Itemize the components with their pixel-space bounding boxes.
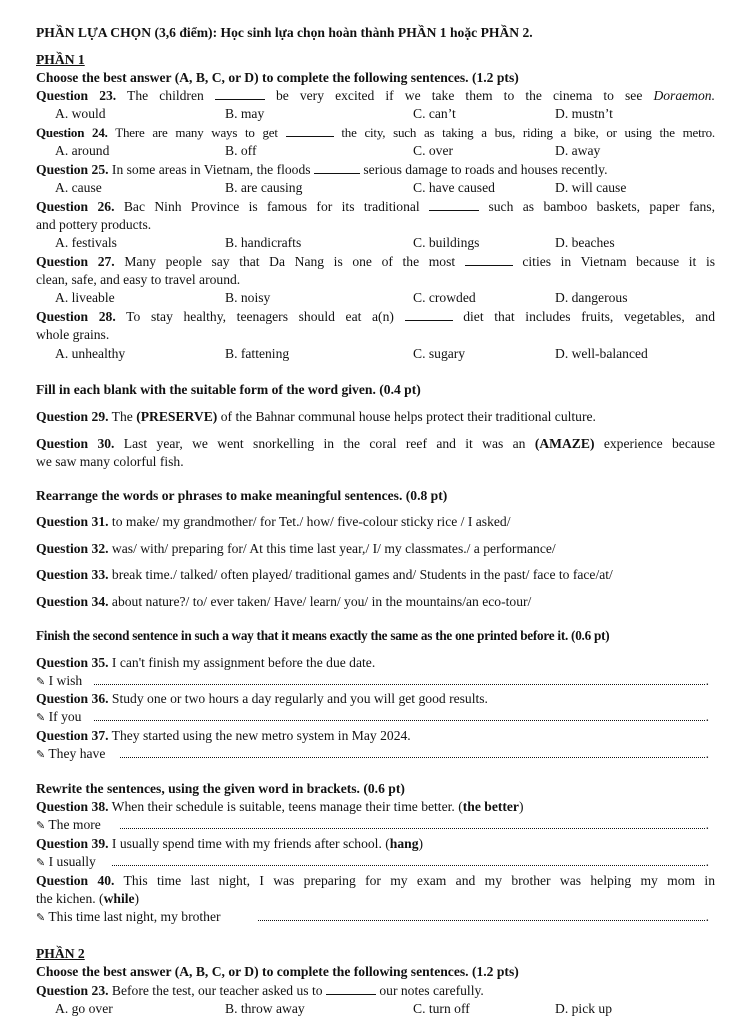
- question-30: Question 30. Last year, we went snorkelling in the coral reef and it was an (AMAZE) experience because: [36, 436, 716, 451]
- option-a: A. cause: [55, 180, 102, 195]
- option-c: C. over: [413, 143, 454, 158]
- option-a: A. festivals: [55, 235, 117, 250]
- option-b: B. throw away: [225, 1001, 305, 1016]
- part1-title: PHẦN 1: [36, 52, 85, 67]
- option-a: A. would: [55, 106, 106, 121]
- option-c: C. have caused: [413, 180, 495, 195]
- answer-line-37[interactable]: ✎ They have .: [36, 746, 709, 761]
- option-d: D. well-balanced: [555, 346, 648, 361]
- question-27-options: [36, 289, 715, 306]
- answer-line-39[interactable]: ✎ I usually .: [36, 854, 709, 869]
- answer-line-36[interactable]: ✎ If you .: [36, 709, 709, 724]
- question-28: Question 28. To stay healthy, teenagers should eat a(n) diet that includes fruits, vegetables, and: [36, 309, 716, 324]
- section-header: PHẦN LỰA CHỌN (3,6 điểm): Học sinh lựa chọn hoàn thành PHẦN 1 hoặc PHẦN 2.: [36, 25, 533, 40]
- rearrange-instruction: Rearrange the words or phrases to make meaningful sentences. (0.8 pt): [36, 488, 448, 503]
- question-25-options: [36, 179, 715, 196]
- option-c: C. buildings: [413, 235, 480, 250]
- answer-line-38[interactable]: ✎ The more .: [36, 817, 709, 832]
- question-33: Question 33. break time./ talked/ often played/ traditional games and/ Students in the past/ face to face/at/: [36, 567, 613, 582]
- finish-sentence-instruction: Finish the second sentence in such a way that it means exactly the same as the one printed before it. (0.6 pt): [36, 628, 610, 643]
- part2-question-23-options: [36, 1000, 715, 1017]
- question-24-options: [36, 142, 715, 159]
- option-d: D. dangerous: [555, 290, 628, 305]
- part1-mc-instruction: Choose the best answer (A, B, C, or D) to complete the following sentences. (1.2 pts): [36, 70, 519, 85]
- question-34: Question 34. about nature?/ to/ ever taken/ Have/ learn/ you/ in the mountains/an eco-tour/: [36, 594, 532, 609]
- option-b: B. are causing: [225, 180, 303, 195]
- question-40: Question 40. This time last night, I was preparing for my exam and my brother was helping my mom in: [36, 873, 715, 888]
- question-31: Question 31. to make/ my grandmother/ for Tet./ how/ five-colour sticky rice / I asked/: [36, 514, 511, 529]
- question-32: Question 32. was/ with/ preparing for/ At this time last year,/ I/ my classmates./ a performance/: [36, 541, 556, 556]
- question-28-options: [36, 345, 715, 362]
- question-38: Question 38. When their schedule is suitable, teens manage their time better. (the better): [36, 799, 524, 814]
- pen-icon: ✎: [36, 749, 46, 761]
- option-d: D. away: [555, 143, 601, 158]
- pen-icon: ✎: [36, 676, 46, 688]
- question-23-options: [36, 105, 715, 122]
- question-26: Question 26. Bac Ninh Province is famous for its traditional such as bamboo baskets, paper fans,: [36, 199, 715, 214]
- option-d: D. mustn’t: [555, 106, 613, 121]
- pen-icon: ✎: [36, 857, 46, 869]
- question-37: Question 37. They started using the new metro system in May 2024.: [36, 728, 411, 743]
- pen-icon: ✎: [36, 912, 46, 924]
- part2-title: PHẦN 2: [36, 946, 85, 961]
- part2-mc-instruction: Choose the best answer (A, B, C, or D) to complete the following sentences. (1.2 pts): [36, 964, 519, 979]
- word-form-instruction: Fill in each blank with the suitable form of the word given. (0.4 pt): [36, 382, 421, 397]
- option-c: C. can’t: [413, 106, 456, 121]
- question-29: Question 29. The (PRESERVE) of the Bahnar communal house helps protect their traditional culture.: [36, 409, 596, 424]
- question-25: Question 25. In some areas in Vietnam, the floods serious damage to roads and houses recently.: [36, 162, 608, 177]
- pen-icon: ✎: [36, 712, 46, 724]
- option-b: B. may: [225, 106, 265, 121]
- question-28-continued: whole grains.: [36, 327, 110, 342]
- option-a: A. unhealthy: [55, 346, 126, 361]
- option-c: C. crowded: [413, 290, 476, 305]
- question-30-continued: we saw many colorful fish.: [36, 454, 184, 469]
- option-b: B. off: [225, 143, 257, 158]
- answer-line-35[interactable]: ✎ I wish .: [36, 673, 709, 688]
- option-c: C. sugary: [413, 346, 466, 361]
- question-40-continued: the kichen. (while): [36, 891, 140, 906]
- question-27-continued: clean, safe, and easy to travel around.: [36, 272, 241, 287]
- option-b: B. noisy: [225, 290, 271, 305]
- option-a: A. liveable: [55, 290, 115, 305]
- option-b: B. handicrafts: [225, 235, 302, 250]
- question-24: Question 24. There are many ways to get the city, such as taking a bus, riding a bike, or using the metro.: [36, 125, 715, 140]
- pen-icon: ✎: [36, 820, 46, 832]
- question-26-options: [36, 234, 715, 251]
- option-a: A. go over: [55, 1001, 113, 1016]
- option-d: D. beaches: [555, 235, 615, 250]
- rewrite-instruction: Rewrite the sentences, using the given word in brackets. (0.6 pt): [36, 781, 405, 796]
- part2-question-23: Question 23. Before the test, our teacher asked us to our notes carefully.: [36, 983, 484, 998]
- question-23: Question 23. The children be very excited if we take them to the cinema to see Doraemon.: [36, 88, 715, 103]
- question-39: Question 39. I usually spend time with my friends after school. (hang): [36, 836, 424, 851]
- option-b: B. fattening: [225, 346, 290, 361]
- question-26-continued: and pottery products.: [36, 217, 152, 232]
- option-d: D. will cause: [555, 180, 627, 195]
- question-27: Question 27. Many people say that Da Nang is one of the most cities in Vietnam because it is: [36, 254, 716, 269]
- option-a: A. around: [55, 143, 110, 158]
- option-d: D. pick up: [555, 1001, 613, 1016]
- answer-line-40[interactable]: ✎ This time last night, my brother .: [36, 909, 709, 924]
- option-c: C. turn off: [413, 1001, 470, 1016]
- question-36: Question 36. Study one or two hours a day regularly and you will get good results.: [36, 691, 488, 706]
- question-35: Question 35. I can't finish my assignment before the due date.: [36, 655, 376, 670]
